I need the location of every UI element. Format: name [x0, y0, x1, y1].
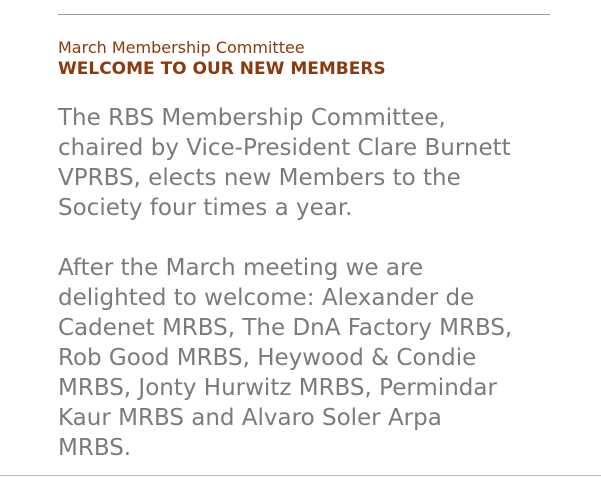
paragraph-line: Society four times a year.: [58, 195, 353, 221]
paragraph-line: MRBS, Jonty Hurwitz MRBS, Permindar: [58, 375, 497, 401]
bottom-divider: [0, 475, 601, 476]
paragraph-line: VPRBS, elects new Members to the: [58, 165, 461, 191]
welcome-paragraph: [58, 253, 558, 463]
paragraph-line: MRBS.: [58, 435, 132, 461]
top-divider: [58, 14, 550, 15]
paragraph-line: chaired by Vice-President Clare Burnett: [58, 135, 511, 161]
paragraph-line: Kaur MRBS and Alvaro Soler Arpa: [58, 405, 442, 431]
paragraph-line: Rob Good MRBS, Heywood & Condie: [58, 345, 477, 371]
paragraph-line: Cadenet MRBS, The DnA Factory MRBS,: [58, 315, 513, 341]
paragraph-line: The RBS Membership Committee,: [58, 105, 446, 131]
article-headline: WELCOME TO OUR NEW MEMBERS: [58, 59, 386, 79]
paragraph-line: After the March meeting we are: [58, 255, 424, 281]
article-kicker: March Membership Committee: [58, 38, 305, 57]
paragraph-line: delighted to welcome: Alexander de: [58, 285, 475, 311]
intro-paragraph: [58, 103, 558, 223]
article: [58, 38, 558, 463]
